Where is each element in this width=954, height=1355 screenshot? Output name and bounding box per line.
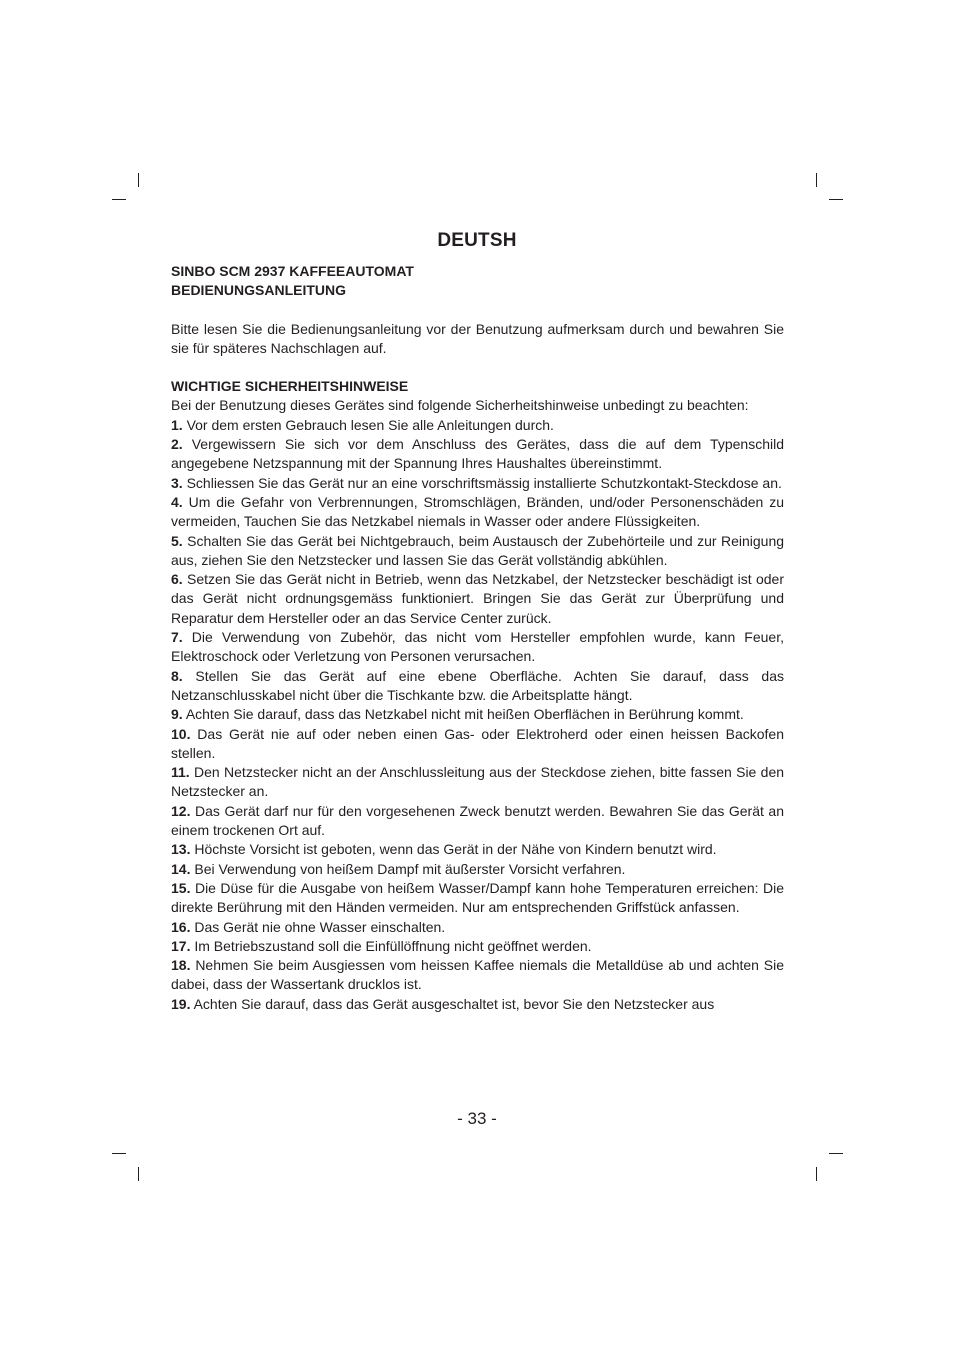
crop-mark-bottom-left (138, 1167, 139, 1181)
page-number: - 33 - (457, 1109, 497, 1128)
safety-item (171, 725, 784, 764)
safety-item-number: 12. (171, 802, 191, 819)
safety-item-text: Vor dem ersten Gebrauch lesen Sie alle Anleitungen durch. (186, 416, 554, 433)
safety-item-number: 19. (171, 995, 191, 1012)
product-heading-line: SINBO SCM 2937 KAFFEEAUTOMAT (171, 263, 414, 279)
section-lead: Bei der Benutzung dieses Gerätes sind folgende Sicherheitshinweise unbedingt zu beachten: (171, 397, 749, 414)
safety-item (171, 570, 784, 628)
safety-item (171, 956, 784, 995)
safety-item-number: 16. (171, 918, 191, 935)
safety-item-number: 1. (171, 416, 183, 433)
safety-item-text: Im Betriebszustand soll die Einfüllöffnung nicht geöffnet werden. (194, 937, 592, 954)
safety-item (171, 667, 784, 706)
safety-item (171, 474, 784, 493)
safety-item-text: Die Düse für die Ausgabe von heißem Wasser/Dampf kann hohe Temperaturen erreichen: Die direkte Berührung mit den Händen vermeiden. Nur am entsprechenden Griffstück anfassen. (171, 879, 784, 916)
safety-item-number: 18. (171, 957, 191, 974)
safety-item-text: Den Netzstecker nicht an der Anschlussleitung aus der Steckdose ziehen, bitte fassen Sie den Netzstecker an. (171, 764, 785, 800)
safety-item (171, 435, 784, 474)
product-heading-line: BEDIENUNGSANLEITUNG (171, 282, 347, 299)
page-title: DEUTSH (437, 230, 517, 251)
intro-paragraph: Bitte lesen Sie die Bedienungsanleitung vor der Benutzung aufmerksam durch und bewahren Sie sie für späteres Nachschlagen auf. (171, 320, 784, 356)
crop-mark-bottom-right (816, 1167, 817, 1181)
safety-item-number: 11. (171, 764, 190, 781)
safety-item-text: Höchste Vorsicht ist geboten, wenn das Gerät in der Nähe von Kindern benutzt wird. (194, 841, 717, 858)
safety-item (171, 628, 784, 667)
safety-item-number: 5. (171, 532, 183, 549)
safety-item (171, 705, 784, 724)
safety-list (171, 416, 784, 1014)
crop-mark-top-left (112, 199, 126, 200)
safety-item (171, 493, 784, 532)
safety-item (171, 879, 784, 918)
safety-item-number: 15. (171, 879, 191, 896)
safety-item-number: 3. (171, 474, 183, 491)
safety-item-text: Setzen Sie das Gerät nicht in Betrieb, wenn das Netzkabel, der Netzstecker beschädigt ist oder das Gerät nicht ordnungsgemäss funktioniert. Bringen Sie das Gerät zur Überprüfung und Reparatur dem Hersteller oder an das Service Center zurück. (171, 571, 784, 626)
safety-item (171, 840, 784, 859)
safety-item (171, 995, 784, 1014)
safety-item (171, 532, 784, 571)
product-heading (171, 262, 784, 301)
document-body (171, 262, 784, 1014)
safety-item-number: 2. (171, 436, 183, 453)
safety-item-number: 13. (171, 841, 191, 858)
crop-mark-top-right (829, 199, 843, 200)
safety-item-number: 9. (171, 706, 183, 723)
safety-item (171, 860, 784, 879)
safety-item-text: Das Gerät nie auf oder neben einen Gas- oder Elektroherd oder einen heissen Backofen stellen. (171, 725, 785, 761)
safety-item-text: Vergewissern Sie sich vor dem Anschluss des Gerätes, dass die auf dem Typenschild angegebene Netzspannung mit der Spannung Ihres Haushaltes übereinstimmt. (171, 436, 784, 472)
safety-item-text: Das Gerät darf nur für den vorgesehenen Zweck benutzt werden. Bewahren Sie das Gerät an einem trockenen Ort auf. (171, 802, 785, 839)
safety-item (171, 416, 784, 435)
safety-item-number: 6. (171, 571, 183, 588)
safety-item (171, 802, 784, 841)
safety-item-number: 17. (171, 937, 191, 954)
safety-item-text: Die Verwendung von Zubehör, das nicht vom Hersteller empfohlen wurde, kann Feuer, Elektroschock oder Verletzung von Personen verursachen. (171, 629, 784, 665)
safety-item-text: Schliessen Sie das Gerät nur an eine vorschriftsmässig installierte Schutzkontakt-Steckdose an. (186, 474, 782, 491)
crop-mark-bottom-left (112, 1153, 126, 1154)
safety-item-text: Bei Verwendung von heißem Dampf mit äußerster Vorsicht verfahren. (194, 860, 626, 877)
section-title: WICHTIGE SICHERHEITSHINWEISE (171, 378, 409, 395)
safety-item-number: 14. (171, 860, 191, 877)
crop-mark-bottom-right (829, 1153, 843, 1154)
safety-item-text: Stellen Sie das Gerät auf eine ebene Oberfläche. Achten Sie darauf, dass das Netzanschlusskabel nicht über die Tischkante bzw. die Arbeitsplatte hängt. (171, 667, 784, 703)
safety-item-number: 7. (171, 629, 183, 646)
safety-item-number: 8. (171, 667, 183, 684)
safety-item-number: 4. (171, 493, 183, 510)
safety-item-text: Achten Sie darauf, dass das Netzkabel nicht mit heißen Oberflächen in Berührung kommt. (185, 706, 744, 723)
safety-item-number: 10. (171, 725, 191, 742)
crop-mark-top-right (816, 173, 817, 187)
safety-item-text: Nehmen Sie beim Ausgiessen vom heissen Kaffee niemals die Metalldüse ab und achten Sie dabei, dass der Wassertank drucklos ist. (171, 957, 785, 993)
safety-item (171, 937, 784, 956)
safety-item (171, 918, 784, 937)
safety-item-text: Um die Gefahr von Verbrennungen, Stromschlägen, Bränden, und/oder Personenschäden zu vermeiden, Tauchen Sie das Netzkabel niemals in Wasser oder andere Flüssigkeiten. (171, 493, 785, 530)
safety-item-text: Achten Sie darauf, dass das Gerät ausgeschaltet ist, bevor Sie den Netzstecker aus (193, 995, 715, 1012)
safety-item (171, 763, 784, 802)
safety-item-text: Das Gerät nie ohne Wasser einschalten. (194, 918, 446, 935)
safety-item-text: Schalten Sie das Gerät bei Nichtgebrauch, beim Austausch der Zubehörteile und zur Reinigung aus, ziehen Sie den Netzstecker und lassen Sie das Gerät vollständig abkühlen. (171, 532, 785, 568)
crop-mark-top-left (138, 173, 139, 187)
